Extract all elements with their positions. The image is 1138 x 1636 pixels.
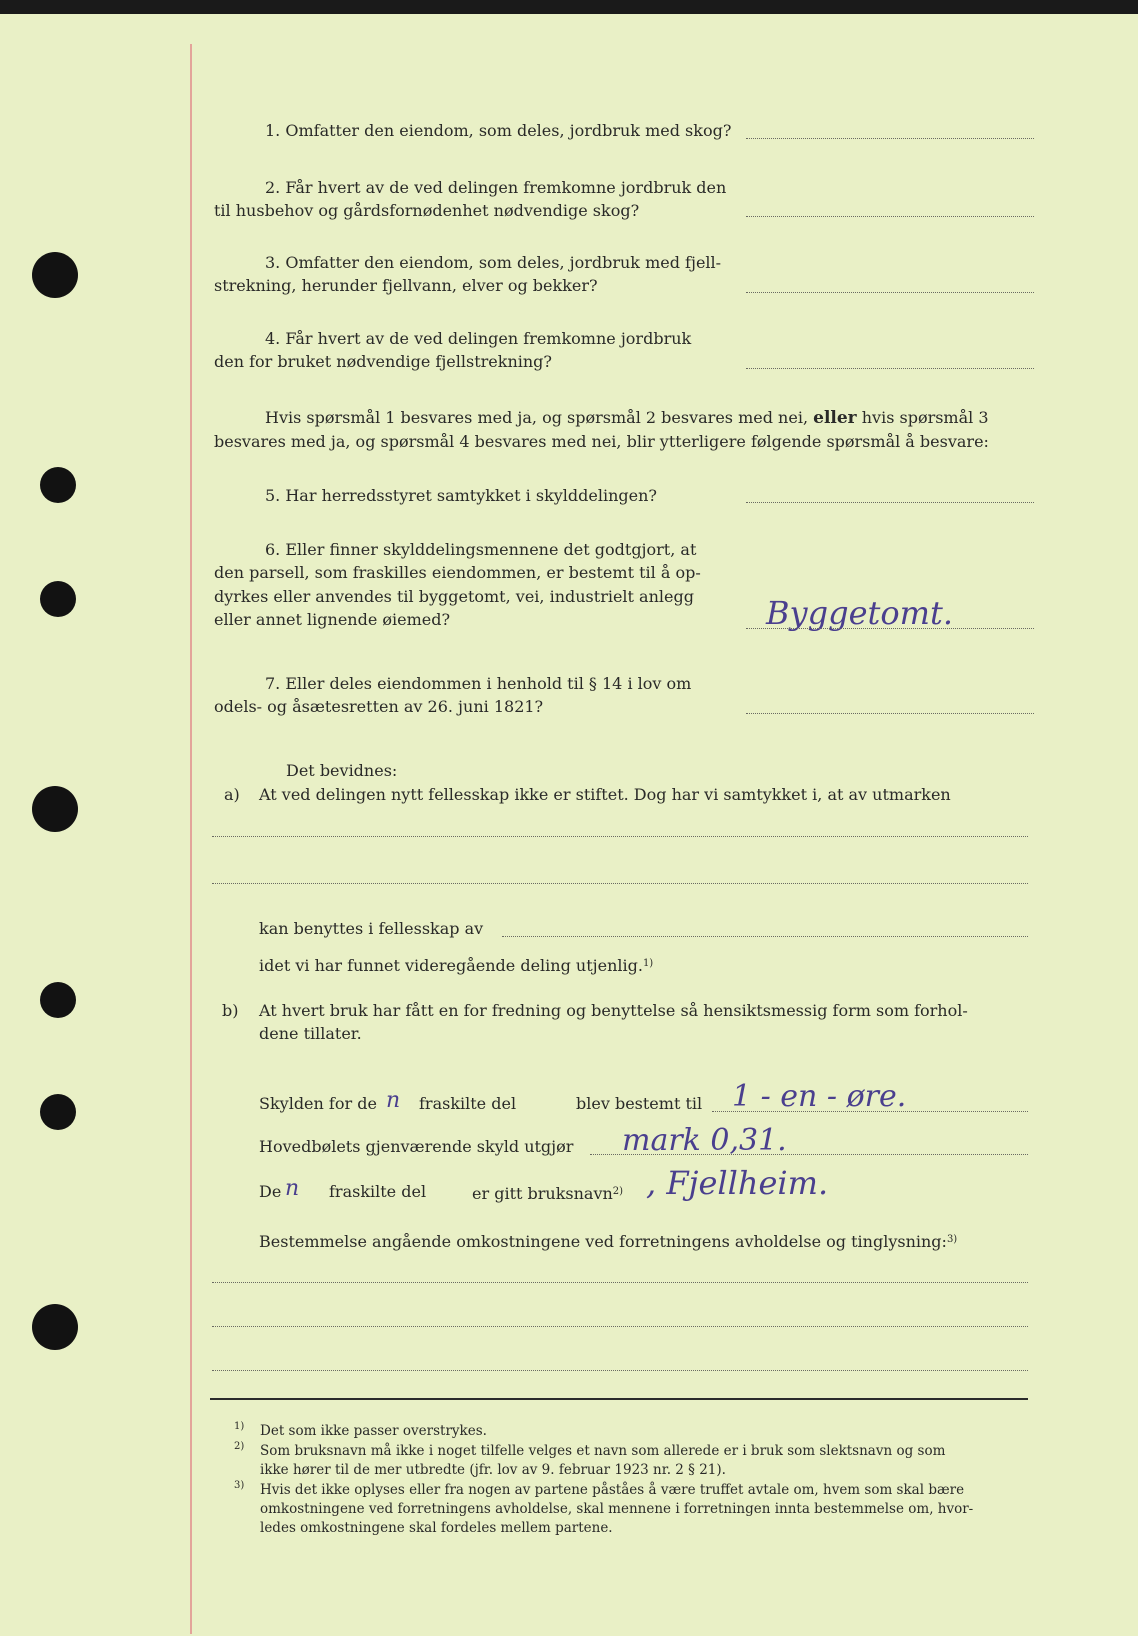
- question-6-line-2: den parsell, som fraskilles eiendommen, er bestemt til å op-: [214, 563, 701, 582]
- condition-text-b: hvis spørsmål 3: [856, 408, 989, 427]
- skyld-label-c: blev bestemt til: [576, 1094, 703, 1113]
- question-7-line-1: 7. Eller deles eiendommen i henhold til § 14 i lov om: [265, 674, 692, 693]
- footnote-3-line-3: ledes omkostningene skal fordeles mellem partene.: [260, 1520, 613, 1536]
- further-division-text: [259, 952, 653, 977]
- bruksnavn-handwritten-n: n: [285, 1176, 300, 1201]
- answer-line-4[interactable]: [746, 368, 1034, 369]
- utmark-line-2[interactable]: [212, 883, 1028, 884]
- question-6-line-1: 6. Eller finner skylddelingsmennene det godtgjort, at: [265, 540, 697, 559]
- attest-b-line-2: dene tillater.: [259, 1024, 362, 1043]
- attest-a-text: At ved delingen nytt fellesskap ikke er stiftet. Dog har vi samtykket i, at av utmarken: [259, 785, 951, 804]
- utmark-line-1[interactable]: [212, 836, 1028, 837]
- hovedbol-label: Hovedbølets gjenværende skyld utgjør: [259, 1137, 574, 1156]
- punch-hole: [32, 1304, 78, 1350]
- footnote-ref-1: 1): [642, 958, 654, 969]
- bruksnavn-label-b: fraskilte del: [329, 1182, 427, 1201]
- punch-hole: [32, 786, 78, 832]
- footnote-2-line-1: Som bruksnavn må ikke i noget tilfelle velges et navn som allerede er i bruk som slektsnavn og som: [260, 1443, 946, 1459]
- attest-b-line-1: At hvert bruk har fått en for fredning og benyttelse så hensiktsmessig form som forhol-: [259, 1001, 968, 1020]
- punch-hole: [32, 252, 78, 298]
- question-4-line-2: den for bruket nødvendige fjellstrekning?: [214, 352, 552, 371]
- answer-6-handwritten: Byggetomt.: [766, 594, 953, 632]
- question-6-line-4: eller annet lignende øiemed?: [214, 610, 451, 629]
- skyld-label-b: fraskilte del: [419, 1094, 517, 1113]
- question-2-line-2: til husbehov og gårdsfornødenhet nødvendige skog?: [214, 201, 640, 220]
- answer-line-3[interactable]: [746, 292, 1034, 293]
- punch-hole: [40, 982, 76, 1018]
- footnote-ref-3: 3): [946, 1234, 958, 1245]
- omkostning-line-1[interactable]: [212, 1282, 1028, 1283]
- question-5: 5. Har herredsstyret samtykket i skylddelingen?: [265, 486, 657, 505]
- hovedbol-line[interactable]: [590, 1154, 1028, 1155]
- further-text: idet vi har funnet videregående deling utjenlig.: [259, 956, 643, 975]
- condition-text-a: Hvis spørsmål 1 besvares med ja, og spørsmål 2 besvares med nei,: [265, 408, 814, 427]
- form-page: [0, 14, 1138, 1636]
- omkostning-line-3[interactable]: [212, 1370, 1028, 1371]
- answer-line-2[interactable]: [746, 216, 1034, 217]
- omkostning-line-2[interactable]: [212, 1326, 1028, 1327]
- footnote-rule: [210, 1398, 1028, 1400]
- footnote-2-mark: 2): [234, 1441, 245, 1452]
- footnote-3-line-2: omkostningene ved forretningens avholdelse, skal mennene i forretningen innta bestemmelse om, hvor-: [260, 1501, 974, 1517]
- question-4-line-1: 4. Får hvert av de ved delingen fremkomne jordbruk: [265, 329, 692, 348]
- answer-line-6[interactable]: [746, 628, 1034, 629]
- attest-a-label: a): [224, 785, 240, 804]
- skyld-value-handwritten: 1 - en - øre.: [732, 1079, 907, 1114]
- omkostning-text: Bestemmelse angående omkostningene ved forretningens avholdelse og tinglysning:: [259, 1232, 947, 1251]
- skyld-handwritten-n: n: [386, 1088, 401, 1113]
- footnote-2-line-2: ikke hører til de mer utbredte (jfr. lov av 9. februar 1923 nr. 2 § 21).: [260, 1462, 726, 1478]
- condition-eller: eller: [813, 408, 857, 428]
- footnote-1-line-1: Det som ikke passer overstrykes.: [260, 1423, 487, 1439]
- bruksnavn-label-a: De: [259, 1182, 282, 1201]
- attest-b-label: b): [222, 1001, 239, 1020]
- footnote-3-line-1: Hvis det ikke oplyses eller fra nogen av partene påståes å være truffet avtale om, hvem som skal bære: [260, 1482, 965, 1498]
- skyld-label-a: Skylden for de: [259, 1094, 377, 1113]
- bruksnavn-label-c: [472, 1180, 623, 1205]
- punch-hole: [40, 581, 76, 617]
- bruksnavn-text: er gitt bruksnavn: [472, 1184, 613, 1203]
- omkostning-label: [259, 1228, 957, 1253]
- answer-line-7[interactable]: [746, 713, 1034, 714]
- question-6-line-3: dyrkes eller anvendes til byggetomt, vei, industrielt anlegg: [214, 587, 694, 606]
- condition-line-1: [265, 406, 989, 430]
- margin-line: [190, 44, 192, 1634]
- answer-line-1[interactable]: [746, 138, 1034, 139]
- question-3-line-1: 3. Omfatter den eiendom, som deles, jordbruk med fjell-: [265, 253, 722, 272]
- punch-hole: [40, 467, 76, 503]
- punch-hole: [40, 1094, 76, 1130]
- footnote-3-mark: 3): [234, 1480, 245, 1491]
- question-3-line-2: strekning, herunder fjellvann, elver og bekker?: [214, 276, 598, 295]
- condition-line-2: besvares med ja, og spørsmål 4 besvares med nei, blir ytterligere følgende spørsmål å besvare:: [214, 432, 989, 451]
- answer-line-5[interactable]: [746, 502, 1034, 503]
- skyld-line[interactable]: [712, 1111, 1028, 1112]
- question-7-line-2: odels- og åsætesretten av 26. juni 1821?: [214, 697, 544, 716]
- shared-use-line[interactable]: [502, 936, 1028, 937]
- footnote-1-mark: 1): [234, 1421, 245, 1432]
- question-1: 1. Omfatter den eiendom, som deles, jordbruk med skog?: [265, 121, 732, 140]
- footnote-ref-2: 2): [612, 1186, 624, 1197]
- bruksnavn-value-handwritten: , Fjellheim.: [646, 1164, 829, 1202]
- hovedbol-value-handwritten: mark 0,31.: [622, 1123, 787, 1158]
- shared-use-label: kan benyttes i fellesskap av: [259, 919, 484, 938]
- question-2-line-1: 2. Får hvert av de ved delingen fremkomne jordbruk den: [265, 178, 727, 197]
- attest-heading: Det bevidnes:: [286, 761, 398, 780]
